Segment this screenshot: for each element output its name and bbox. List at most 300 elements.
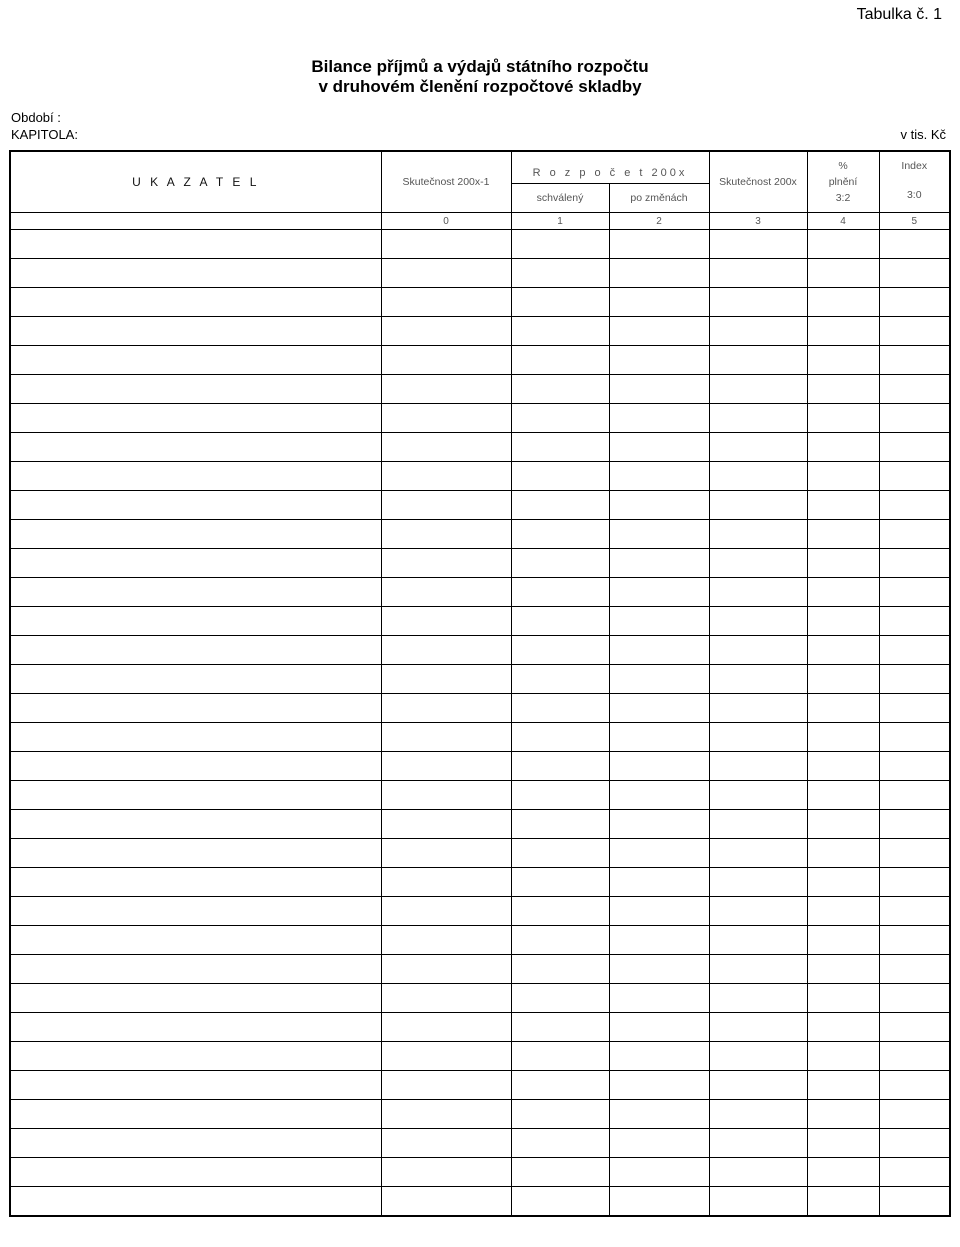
actual-prev-year-cell xyxy=(381,607,511,636)
table-row xyxy=(10,1129,950,1158)
budget-approved-cell xyxy=(511,694,609,723)
table-row xyxy=(10,984,950,1013)
index-cell xyxy=(879,1042,950,1071)
budget-approved-cell xyxy=(511,984,609,1013)
budget-after-changes-cell xyxy=(609,665,709,694)
chapter-label: KAPITOLA: xyxy=(11,127,78,142)
percent-cell xyxy=(807,752,879,781)
actual-prev-year-cell xyxy=(381,868,511,897)
column-number-3: 3 xyxy=(709,213,807,230)
table-row xyxy=(10,462,950,491)
budget-after-changes-cell xyxy=(609,955,709,984)
index-cell xyxy=(879,1071,950,1100)
actual-prev-year-cell xyxy=(381,404,511,433)
percent-cell xyxy=(807,491,879,520)
indicator-cell xyxy=(10,346,381,375)
indicator-cell xyxy=(10,1042,381,1071)
actual-year-cell xyxy=(709,694,807,723)
actual-prev-year-cell xyxy=(381,1187,511,1217)
percent-cell xyxy=(807,810,879,839)
index-cell xyxy=(879,752,950,781)
percent-cell xyxy=(807,868,879,897)
budget-approved-cell xyxy=(511,868,609,897)
table-row xyxy=(10,259,950,288)
budget-approved-cell xyxy=(511,781,609,810)
actual-year-cell xyxy=(709,955,807,984)
index-cell xyxy=(879,868,950,897)
actual-year-cell xyxy=(709,1187,807,1217)
indicator-cell xyxy=(10,549,381,578)
indicator-cell xyxy=(10,1013,381,1042)
index-header xyxy=(879,151,950,213)
actual-prev-year-cell xyxy=(381,520,511,549)
index-label: Index xyxy=(901,160,928,172)
index-formula: 3:0 xyxy=(906,189,922,201)
percent-cell xyxy=(807,1042,879,1071)
actual-year-header: Skutečnost 200x xyxy=(709,151,807,213)
indicator-cell xyxy=(10,694,381,723)
actual-prev-year-cell xyxy=(381,897,511,926)
budget-after-changes-cell xyxy=(609,1042,709,1071)
indicator-cell xyxy=(10,868,381,897)
percent-cell xyxy=(807,1071,879,1100)
index-cell xyxy=(879,1158,950,1187)
percent-cell xyxy=(807,984,879,1013)
table-row xyxy=(10,665,950,694)
actual-year-cell xyxy=(709,375,807,404)
budget-approved-cell xyxy=(511,1100,609,1129)
actual-year-cell xyxy=(709,1042,807,1071)
percent-cell xyxy=(807,317,879,346)
actual-prev-year-cell xyxy=(381,694,511,723)
percent-cell xyxy=(807,404,879,433)
table-row xyxy=(10,404,950,433)
budget-approved-cell xyxy=(511,433,609,462)
actual-prev-year-cell xyxy=(381,317,511,346)
actual-prev-year-cell xyxy=(381,781,511,810)
actual-prev-year-cell xyxy=(381,984,511,1013)
actual-year-cell xyxy=(709,578,807,607)
percent-cell xyxy=(807,1129,879,1158)
budget-approved-cell xyxy=(511,317,609,346)
period-label: Období : xyxy=(11,110,61,125)
table-row xyxy=(10,549,950,578)
column-number-2: 2 xyxy=(609,213,709,230)
index-cell xyxy=(879,955,950,984)
table-row xyxy=(10,317,950,346)
column-number-blank xyxy=(10,213,381,230)
table-row xyxy=(10,1071,950,1100)
actual-prev-year-cell xyxy=(381,1013,511,1042)
percent-cell xyxy=(807,433,879,462)
actual-year-cell xyxy=(709,636,807,665)
budget-after-changes-cell xyxy=(609,868,709,897)
indicator-cell xyxy=(10,955,381,984)
budget-approved-cell xyxy=(511,1013,609,1042)
actual-prev-year-cell xyxy=(381,1071,511,1100)
actual-prev-year-cell xyxy=(381,839,511,868)
actual-year-cell xyxy=(709,404,807,433)
title-line-2: v druhovém členění rozpočtové skladby xyxy=(318,77,642,96)
indicator-cell xyxy=(10,810,381,839)
actual-prev-year-cell xyxy=(381,578,511,607)
table-row xyxy=(10,868,950,897)
table-row xyxy=(10,1158,950,1187)
budget-after-changes-cell xyxy=(609,1100,709,1129)
indicator-cell xyxy=(10,984,381,1013)
indicator-cell xyxy=(10,926,381,955)
table-row xyxy=(10,491,950,520)
percent-symbol: % xyxy=(838,160,848,172)
indicator-cell xyxy=(10,491,381,520)
actual-prev-year-cell xyxy=(381,491,511,520)
budget-after-changes-cell xyxy=(609,1129,709,1158)
table-row xyxy=(10,433,950,462)
budget-after-changes-cell xyxy=(609,1013,709,1042)
percent-cell xyxy=(807,346,879,375)
index-cell xyxy=(879,230,950,259)
index-cell xyxy=(879,346,950,375)
actual-year-cell xyxy=(709,810,807,839)
table-row xyxy=(10,694,950,723)
index-cell xyxy=(879,984,950,1013)
budget-approved-cell xyxy=(511,955,609,984)
actual-year-cell xyxy=(709,288,807,317)
budget-after-changes-header: po změnách xyxy=(609,184,709,213)
table-row xyxy=(10,926,950,955)
actual-year-cell xyxy=(709,868,807,897)
budget-approved-cell xyxy=(511,230,609,259)
index-cell xyxy=(879,404,950,433)
indicator-cell xyxy=(10,781,381,810)
indicator-cell xyxy=(10,520,381,549)
index-cell xyxy=(879,1100,950,1129)
percent-cell xyxy=(807,259,879,288)
budget-approved-cell xyxy=(511,259,609,288)
percent-cell xyxy=(807,1158,879,1187)
indicator-cell xyxy=(10,230,381,259)
actual-prev-year-cell xyxy=(381,346,511,375)
actual-prev-year-cell xyxy=(381,1158,511,1187)
budget-approved-cell xyxy=(511,288,609,317)
unit-label: v tis. Kč xyxy=(900,127,946,142)
budget-approved-cell xyxy=(511,607,609,636)
index-cell xyxy=(879,491,950,520)
index-cell xyxy=(879,433,950,462)
budget-approved-cell xyxy=(511,752,609,781)
actual-prev-year-cell xyxy=(381,1042,511,1071)
actual-prev-year-cell xyxy=(381,462,511,491)
budget-after-changes-cell xyxy=(609,230,709,259)
budget-after-changes-cell xyxy=(609,781,709,810)
table-row xyxy=(10,1042,950,1071)
budget-after-changes-cell xyxy=(609,1071,709,1100)
actual-prev-year-cell xyxy=(381,810,511,839)
table-row xyxy=(10,288,950,317)
actual-year-cell xyxy=(709,317,807,346)
budget-after-changes-cell xyxy=(609,752,709,781)
budget-approved-cell xyxy=(511,404,609,433)
index-cell xyxy=(879,549,950,578)
budget-approved-cell xyxy=(511,491,609,520)
table-row xyxy=(10,636,950,665)
table-row xyxy=(10,810,950,839)
indicator-cell xyxy=(10,578,381,607)
table-row xyxy=(10,375,950,404)
indicator-cell xyxy=(10,1100,381,1129)
actual-prev-year-cell xyxy=(381,752,511,781)
actual-prev-year-cell xyxy=(381,433,511,462)
percent-cell xyxy=(807,520,879,549)
percent-cell xyxy=(807,462,879,491)
table-row xyxy=(10,1187,950,1217)
index-cell xyxy=(879,288,950,317)
table-row xyxy=(10,1013,950,1042)
percent-cell xyxy=(807,1013,879,1042)
table-row xyxy=(10,839,950,868)
indicator-cell xyxy=(10,375,381,404)
actual-year-cell xyxy=(709,781,807,810)
actual-prev-year-cell xyxy=(381,636,511,665)
table-row xyxy=(10,520,950,549)
percent-cell xyxy=(807,230,879,259)
indicator-cell xyxy=(10,752,381,781)
percent-cell xyxy=(807,694,879,723)
percent-cell xyxy=(807,375,879,404)
actual-year-cell xyxy=(709,897,807,926)
indicator-cell xyxy=(10,404,381,433)
percent-formula: 3:2 xyxy=(835,192,851,204)
actual-prev-year-cell xyxy=(381,375,511,404)
percent-cell xyxy=(807,549,879,578)
budget-after-changes-cell xyxy=(609,839,709,868)
indicator-cell xyxy=(10,897,381,926)
budget-after-changes-cell xyxy=(609,810,709,839)
table-row xyxy=(10,578,950,607)
table-row xyxy=(10,230,950,259)
percent-cell xyxy=(807,897,879,926)
budget-approved-cell xyxy=(511,1187,609,1217)
percent-cell xyxy=(807,723,879,752)
index-cell xyxy=(879,462,950,491)
budget-approved-cell xyxy=(511,926,609,955)
indicator-cell xyxy=(10,1187,381,1217)
actual-year-cell xyxy=(709,607,807,636)
actual-year-cell xyxy=(709,433,807,462)
budget-after-changes-cell xyxy=(609,636,709,665)
actual-prev-year-cell xyxy=(381,926,511,955)
budget-approved-cell xyxy=(511,839,609,868)
budget-after-changes-cell xyxy=(609,520,709,549)
actual-year-cell xyxy=(709,723,807,752)
table-row xyxy=(10,1100,950,1129)
title-line-1: Bilance příjmů a výdajů státního rozpočtu xyxy=(311,57,649,76)
indicator-cell xyxy=(10,723,381,752)
document-title xyxy=(0,57,960,97)
index-cell xyxy=(879,810,950,839)
budget-table xyxy=(9,150,951,1217)
actual-year-cell xyxy=(709,839,807,868)
index-cell xyxy=(879,578,950,607)
index-cell xyxy=(879,607,950,636)
budget-after-changes-cell xyxy=(609,926,709,955)
actual-year-cell xyxy=(709,462,807,491)
column-number-0: 0 xyxy=(381,213,511,230)
budget-after-changes-cell xyxy=(609,491,709,520)
table-row xyxy=(10,607,950,636)
actual-prev-year-header: Skutečnost 200x-1 xyxy=(381,151,511,213)
indicator-cell xyxy=(10,636,381,665)
percent-cell xyxy=(807,955,879,984)
budget-after-changes-cell xyxy=(609,433,709,462)
percent-cell xyxy=(807,926,879,955)
budget-after-changes-cell xyxy=(609,549,709,578)
budget-approved-cell xyxy=(511,1129,609,1158)
percent-cell xyxy=(807,781,879,810)
budget-approved-header: schválený xyxy=(511,184,609,213)
budget-after-changes-cell xyxy=(609,723,709,752)
indicator-cell xyxy=(10,433,381,462)
column-number-row xyxy=(10,213,950,230)
budget-after-changes-cell xyxy=(609,607,709,636)
budget-approved-cell xyxy=(511,549,609,578)
actual-prev-year-cell xyxy=(381,1100,511,1129)
index-cell xyxy=(879,1013,950,1042)
index-cell xyxy=(879,897,950,926)
index-cell xyxy=(879,665,950,694)
budget-after-changes-cell xyxy=(609,1187,709,1217)
budget-after-changes-cell xyxy=(609,578,709,607)
percent-cell xyxy=(807,636,879,665)
actual-year-cell xyxy=(709,1100,807,1129)
budget-after-changes-cell xyxy=(609,984,709,1013)
budget-group-header: R o z p o č e t 200x xyxy=(511,151,709,184)
percent-cell xyxy=(807,288,879,317)
percent-cell xyxy=(807,607,879,636)
table-number: Tabulka č. 1 xyxy=(856,6,942,23)
budget-approved-cell xyxy=(511,462,609,491)
actual-year-cell xyxy=(709,230,807,259)
percent-cell xyxy=(807,1100,879,1129)
index-cell xyxy=(879,781,950,810)
percent-cell xyxy=(807,578,879,607)
table-row xyxy=(10,897,950,926)
index-cell xyxy=(879,317,950,346)
table-row xyxy=(10,955,950,984)
budget-after-changes-cell xyxy=(609,404,709,433)
budget-approved-cell xyxy=(511,520,609,549)
indicator-cell xyxy=(10,288,381,317)
index-cell xyxy=(879,926,950,955)
budget-approved-cell xyxy=(511,636,609,665)
actual-year-cell xyxy=(709,1129,807,1158)
index-cell xyxy=(879,1129,950,1158)
actual-prev-year-cell xyxy=(381,955,511,984)
budget-after-changes-cell xyxy=(609,288,709,317)
budget-approved-cell xyxy=(511,810,609,839)
budget-after-changes-cell xyxy=(609,375,709,404)
actual-year-cell xyxy=(709,665,807,694)
actual-year-cell xyxy=(709,520,807,549)
actual-prev-year-cell xyxy=(381,230,511,259)
actual-prev-year-cell xyxy=(381,288,511,317)
actual-year-cell xyxy=(709,926,807,955)
indicator-cell xyxy=(10,1129,381,1158)
actual-year-cell xyxy=(709,346,807,375)
percent-label: plnění xyxy=(828,176,858,188)
indicator-header: U K A Z A T E L xyxy=(10,151,381,213)
indicator-cell xyxy=(10,1071,381,1100)
actual-year-cell xyxy=(709,984,807,1013)
percent-cell xyxy=(807,665,879,694)
indicator-cell xyxy=(10,607,381,636)
index-cell xyxy=(879,259,950,288)
budget-after-changes-cell xyxy=(609,897,709,926)
percent-fulfilment-header xyxy=(807,151,879,213)
actual-year-cell xyxy=(709,259,807,288)
column-number-4: 4 xyxy=(807,213,879,230)
index-cell xyxy=(879,694,950,723)
budget-approved-cell xyxy=(511,346,609,375)
indicator-cell xyxy=(10,839,381,868)
actual-year-cell xyxy=(709,491,807,520)
table-row xyxy=(10,346,950,375)
index-cell xyxy=(879,520,950,549)
actual-prev-year-cell xyxy=(381,723,511,752)
budget-after-changes-cell xyxy=(609,462,709,491)
actual-year-cell xyxy=(709,1158,807,1187)
column-number-5: 5 xyxy=(879,213,950,230)
indicator-cell xyxy=(10,317,381,346)
index-cell xyxy=(879,636,950,665)
index-cell xyxy=(879,723,950,752)
column-number-1: 1 xyxy=(511,213,609,230)
budget-approved-cell xyxy=(511,1042,609,1071)
budget-after-changes-cell xyxy=(609,259,709,288)
percent-cell xyxy=(807,1187,879,1217)
budget-after-changes-cell xyxy=(609,346,709,375)
actual-prev-year-cell xyxy=(381,549,511,578)
actual-year-cell xyxy=(709,549,807,578)
budget-after-changes-cell xyxy=(609,694,709,723)
budget-approved-cell xyxy=(511,665,609,694)
budget-approved-cell xyxy=(511,578,609,607)
actual-year-cell xyxy=(709,752,807,781)
index-cell xyxy=(879,1187,950,1217)
table-row xyxy=(10,723,950,752)
budget-approved-cell xyxy=(511,375,609,404)
actual-year-cell xyxy=(709,1071,807,1100)
budget-approved-cell xyxy=(511,1158,609,1187)
indicator-cell xyxy=(10,462,381,491)
index-cell xyxy=(879,375,950,404)
budget-approved-cell xyxy=(511,1071,609,1100)
index-cell xyxy=(879,839,950,868)
percent-cell xyxy=(807,839,879,868)
actual-prev-year-cell xyxy=(381,259,511,288)
actual-prev-year-cell xyxy=(381,665,511,694)
budget-approved-cell xyxy=(511,897,609,926)
actual-prev-year-cell xyxy=(381,1129,511,1158)
indicator-cell xyxy=(10,259,381,288)
table-row xyxy=(10,752,950,781)
actual-year-cell xyxy=(709,1013,807,1042)
table-row xyxy=(10,781,950,810)
indicator-cell xyxy=(10,665,381,694)
budget-after-changes-cell xyxy=(609,1158,709,1187)
indicator-cell xyxy=(10,1158,381,1187)
budget-after-changes-cell xyxy=(609,317,709,346)
